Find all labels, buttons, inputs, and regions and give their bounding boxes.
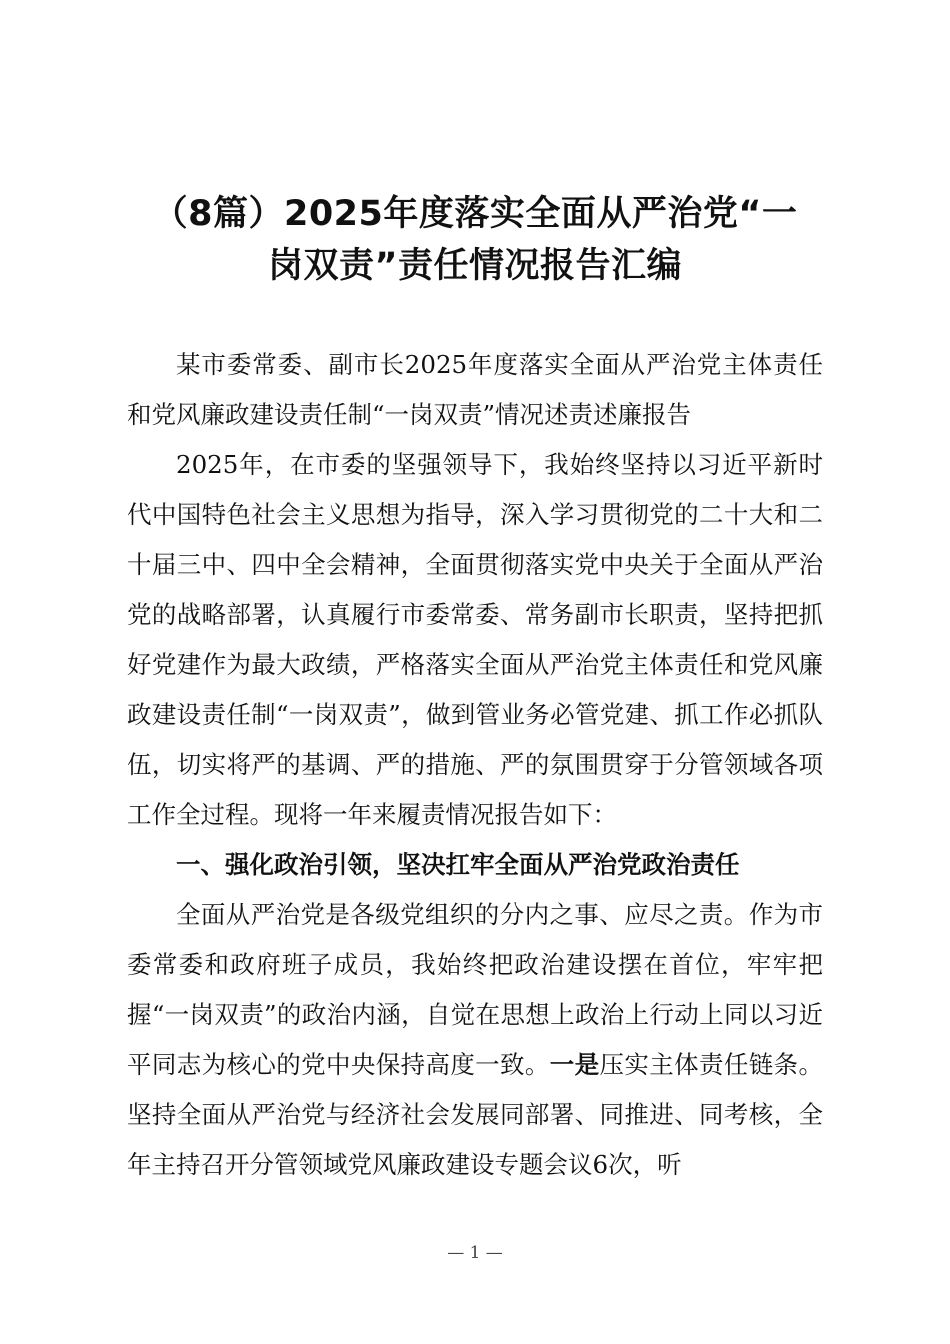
document-title-line-1: （8篇）2025年度落实全面从严治党“一	[152, 194, 798, 234]
document-title	[110, 188, 840, 292]
section-1-paragraph	[127, 890, 823, 1190]
report-title-paragraph: 某市委常委、副市长2025年度落实全面从严治党主体责任和党风廉政建设责任制“一岗双责”情况述责述廉报告	[127, 350, 823, 429]
section-1-text-part-2: 压实主体责任链条。坚持全面从严治党与经济社会发展同部署、同推进、同考核，全年主持召开分管领域党风廉政建设专题会议6次，听	[127, 1050, 824, 1179]
intro-paragraph: 2025年，在市委的坚强领导下，我始终坚持以习近平新时代中国特色社会主义思想为指导，深入学习贯彻党的二十大和二十届三中、四中全会精神，全面贯彻落实党中央关于全面从严治党的战略部署，认真履行市委常委、常务副市长职责，坚持把抓好党建作为最大政绩，严格落实全面从严治党主体责任和党风廉政建设责任制“一岗双责”，做到管业务必管党建、抓工作必抓队伍，切实将严的基调、严的措施、严的氛围贯穿于分管领域各项工作全过程。现将一年来履责情况报告如下：	[127, 450, 823, 829]
section-heading-1: 一、强化政治引领，坚决扛牢全面从严治党政治责任	[176, 850, 740, 879]
document-body	[127, 340, 823, 1190]
document-title-line-2: 岗双责”责任情况报告汇编	[267, 246, 682, 286]
section-1-text-part-1: 全面从严治党是各级党组织的分内之事、应尽之责。作为市委常委和政府班子成员，我始终把政治建设摆在首位，牢牢把握“一岗双责”的政治内涵，自觉在思想上政治上行动上同以习近平同志为核心的党中央保持高度一致。	[127, 900, 823, 1079]
section-1-bold-marker: 一是	[549, 1050, 600, 1079]
page-number: — 1 —	[447, 1243, 503, 1263]
